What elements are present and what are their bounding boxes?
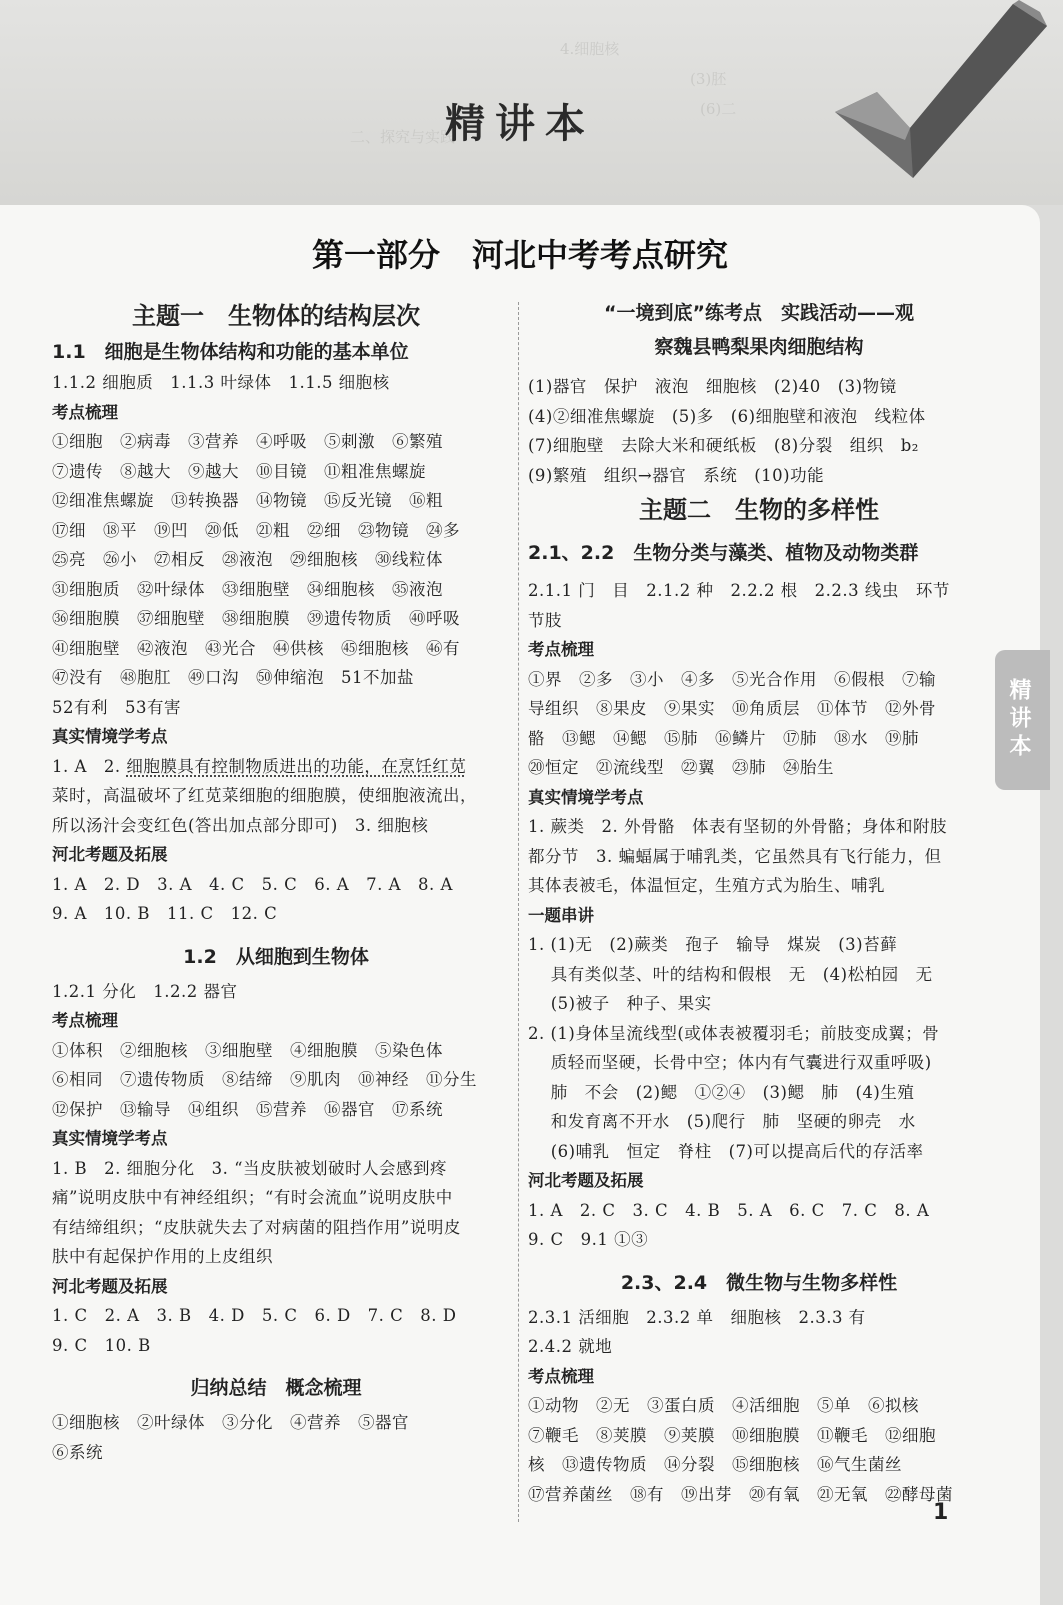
answer-line: ⑫细准焦螺旋 ⑬转换器 ⑭物镜 ⑮反光镜 ⑯粗: [52, 491, 443, 510]
answer-line: ⑥系统: [52, 1442, 103, 1462]
answer-line: 9. A 10. B 11. C 12. C: [52, 904, 278, 923]
answer-line: 1. 蕨类 2. 外骨骼 体表有坚韧的外骨骼；身体和附肢: [528, 817, 947, 836]
side-tab[interactable]: [995, 650, 1050, 790]
section-heading: 1.1 细胞是生物体结构和功能的基本单位: [52, 341, 409, 363]
page-number: 1: [933, 1500, 949, 1525]
section-heading: “一境到底”练考点 实践活动——观: [604, 302, 914, 324]
section-heading: 1.2 从细胞到生物体: [183, 945, 369, 968]
subheading: 真实情境学考点: [52, 1129, 168, 1148]
section-intro: 节肢: [528, 610, 562, 630]
section-heading: 2.3、2.4 微生物与生物多样性: [620, 1271, 898, 1294]
section-heading: 2.1、2.2 生物分类与藻类、植物及动物类群: [528, 542, 919, 564]
answer-line: 肺 不会 (2)鳃 ①②④ (3)鳃 肺 (4)生殖: [528, 1082, 915, 1102]
answer-line: 和发育离不开水 (5)爬行 肺 坚硬的卵壳 水: [528, 1112, 916, 1131]
checkmark-icon: [835, 0, 1055, 185]
subheading: 考点梳理: [528, 1366, 594, 1386]
answer-line: (1)器官 保护 液泡 细胞核 (2)40 (3)物镜: [528, 377, 897, 396]
answer-line: (5)被子 种子、果实: [528, 994, 712, 1013]
page-title: 精讲本: [445, 101, 595, 147]
answer-line: (6)哺乳 恒定 脊柱 (7)可以提高后代的存活率: [528, 1141, 924, 1161]
answer-line: 1. A 2. D 3. A 4. C 5. C 6. A 7. A 8. A: [52, 874, 453, 894]
subheading: 考点梳理: [52, 1011, 118, 1030]
section-intro: 2.1.1 门 目 2.1.2 种 2.2.2 根 2.2.3 线虫 环节: [528, 581, 950, 600]
answer-line: 导组织 ⑧果皮 ⑨果实 ⑩角质层 ⑪体节 ⑫外骨: [528, 699, 936, 718]
ghost-text: 4.细胞核: [560, 40, 620, 58]
part-title: 第一部分 河北中考考点研究: [311, 236, 728, 274]
subheading: 河北考题及拓展: [52, 845, 168, 864]
answer-line: ①细胞 ②病毒 ③营养 ④呼吸 ⑤刺激 ⑥繁殖: [52, 432, 443, 451]
answer-line: 1. (1)无 (2)蕨类 孢子 输导 煤炭 (3)苔藓: [528, 935, 898, 954]
answer-line: ㉕亮 ㉖小 ㉗相反 ㉘液泡 ㉙细胞核 ㉚线粒体: [52, 550, 443, 569]
answer-line: (4)②细准焦螺旋 (5)多 (6)细胞壁和液泡 线粒体: [528, 406, 926, 426]
left-column: [52, 296, 500, 1467]
answer-line: 其体表被毛，体温恒定，生殖方式为胎生、哺乳: [528, 876, 885, 895]
ghost-text: 二、探究与实践: [350, 128, 456, 146]
subheading: 一题串讲: [528, 905, 594, 925]
answer-line: 有结缔组织；“皮肤就失去了对病菌的阻挡作用”说明皮: [52, 1217, 461, 1237]
answer-line: ㊶细胞壁 ㊷液泡 ㊸光合 ㊹供核 ㊺细胞核 ㊻有: [52, 638, 460, 658]
topic-heading: 主题二 生物的多样性: [639, 496, 879, 524]
answer-line: (7)细胞壁 去除大米和硬纸板 (8)分裂 组织 b₂: [528, 436, 919, 455]
answer-line: ①界 ②多 ③小 ④多 ⑤光合作用 ⑥假根 ⑦输: [528, 669, 936, 689]
answer-line: (9)繁殖 组织→器官 系统 (10)功能: [528, 465, 825, 485]
section-intro: 2.3.1 活细胞 2.3.2 单 细胞核 2.3.3 有: [528, 1307, 866, 1327]
answer-line: ⑰营养菌丝 ⑱有 ⑲出芽 ⑳有氧 ㉑无氧 ㉒酵母菌: [528, 1484, 953, 1504]
subheading: 真实情境学考点: [52, 727, 168, 746]
ghost-text: (6)二: [700, 100, 737, 118]
answer-line: ①动物 ②无 ③蛋白质 ④活细胞 ⑤单 ⑥拟核: [528, 1396, 919, 1415]
answer-line: ⑦遗传 ⑧越大 ⑨越大 ⑩目镜 ⑪粗准焦螺旋: [52, 461, 426, 481]
subheading: 真实情境学考点: [528, 787, 644, 807]
section-heading: 察魏县鸭梨果肉细胞结构: [654, 336, 864, 358]
subheading: 河北考题及拓展: [52, 1276, 168, 1296]
answer-line: ①细胞核 ②叶绿体 ③分化 ④营养 ⑤器官: [52, 1413, 409, 1432]
ghost-text: (3)胚: [690, 70, 727, 88]
column-divider: [518, 302, 519, 1522]
section-heading: 归纳总结 概念梳理: [190, 1377, 362, 1399]
answer-line: 质轻而坚硬，长骨中空；体内有气囊进行双重呼吸): [528, 1053, 932, 1072]
subheading: 考点梳理: [52, 402, 118, 422]
answer-line: ⑥相同 ⑦遗传物质 ⑧结缔 ⑨肌肉 ⑩神经 ⑪分生: [52, 1070, 477, 1089]
answer-line: 9. C 9.1 ①③: [528, 1230, 649, 1249]
answer-line: 1. A 2. C 3. C 4. B 5. A 6. C 7. C 8. A: [528, 1200, 930, 1220]
subheading: 考点梳理: [528, 640, 594, 659]
answer-line: ㊱细胞膜 ㊲细胞壁 ㊳细胞膜 ㊴遗传物质 ㊵呼吸: [52, 609, 460, 628]
answer-line: ⑫保护 ⑬输导 ⑭组织 ⑮营养 ⑯器官 ⑰系统: [52, 1099, 443, 1119]
answer-line: 具有类似茎、叶的结构和假根 无 (4)松柏园 无: [528, 964, 933, 984]
answer-line: 1. C 2. A 3. B 4. D 5. C 6. D 7. C 8. D: [52, 1306, 457, 1325]
answer-line: 都分节 3. 蝙蝠属于哺乳类，它虽然具有飞行能力，但: [528, 846, 942, 866]
answer-line: 核 ⑬遗传物质 ⑭分裂 ⑮细胞核 ⑯气生菌丝: [528, 1455, 902, 1474]
answer-line: 肤中有起保护作用的上皮组织: [52, 1247, 273, 1266]
answer-line: 骼 ⑬鳃 ⑭鳃 ⑮肺 ⑯鳞片 ⑰肺 ⑱水 ⑲肺: [528, 728, 919, 748]
section-intro: 1.2.1 分化 1.2.2 器官: [52, 981, 238, 1001]
subheading: 河北考题及拓展: [528, 1171, 644, 1190]
answer-line: ⑳恒定 ㉑流线型 ㉒翼 ㉓肺 ㉔胎生: [528, 758, 834, 777]
section-intro: 2.4.2 就地: [528, 1337, 613, 1356]
section-intro: 1.1.2 细胞质 1.1.3 叶绿体 1.1.5 细胞核: [52, 373, 390, 392]
answer-line: 2. (1)身体呈流线型(或体表被覆羽毛；前肢变成翼；骨: [528, 1023, 940, 1043]
answer-line: [52, 752, 500, 782]
answer-line: ①体积 ②细胞核 ③细胞壁 ④细胞膜 ⑤染色体: [52, 1040, 443, 1060]
answer-fragment: 1. A 2.: [52, 756, 127, 776]
topic-heading: 主题一 生物体的结构层次: [132, 302, 420, 330]
answer-line: ⑰细 ⑱平 ⑲凹 ⑳低 ㉑粗 ㉒细 ㉓物镜 ㉔多: [52, 520, 460, 540]
answer-line: 52有利 53有害: [52, 697, 181, 717]
side-tab-label: 精讲本: [1006, 678, 1031, 762]
answer-line: 痛”说明皮肤中有神经组织；“有时会流血”说明皮肤中: [52, 1188, 453, 1207]
answer-line: ㉛细胞质 ㉜叶绿体 ㉝细胞壁 ㉞细胞核 ㉟液泡: [52, 579, 443, 599]
right-column: [528, 296, 990, 1509]
answer-line: ⑦鞭毛 ⑧荚膜 ⑨荚膜 ⑩细胞膜 ⑪鞭毛 ⑫细胞: [528, 1425, 936, 1445]
answer-fragment: 细胞膜具有控制物质进出的功能，在烹饪红苋: [126, 756, 467, 776]
answer-line: 所以汤汁会变红色(答出加点部分即可) 3. 细胞核: [52, 815, 429, 835]
answer-line: 1. B 2. 细胞分化 3. “当皮肤被划破时人会感到疼: [52, 1158, 448, 1178]
answer-line: ㊼没有 ㊽胞肛 ㊾口沟 ㊿伸缩泡 51不加盐: [52, 668, 414, 687]
answer-line: 9. C 10. B: [52, 1335, 151, 1355]
answer-line: 菜时，高温破坏了红苋菜细胞的细胞膜，使细胞液流出，: [52, 786, 477, 805]
